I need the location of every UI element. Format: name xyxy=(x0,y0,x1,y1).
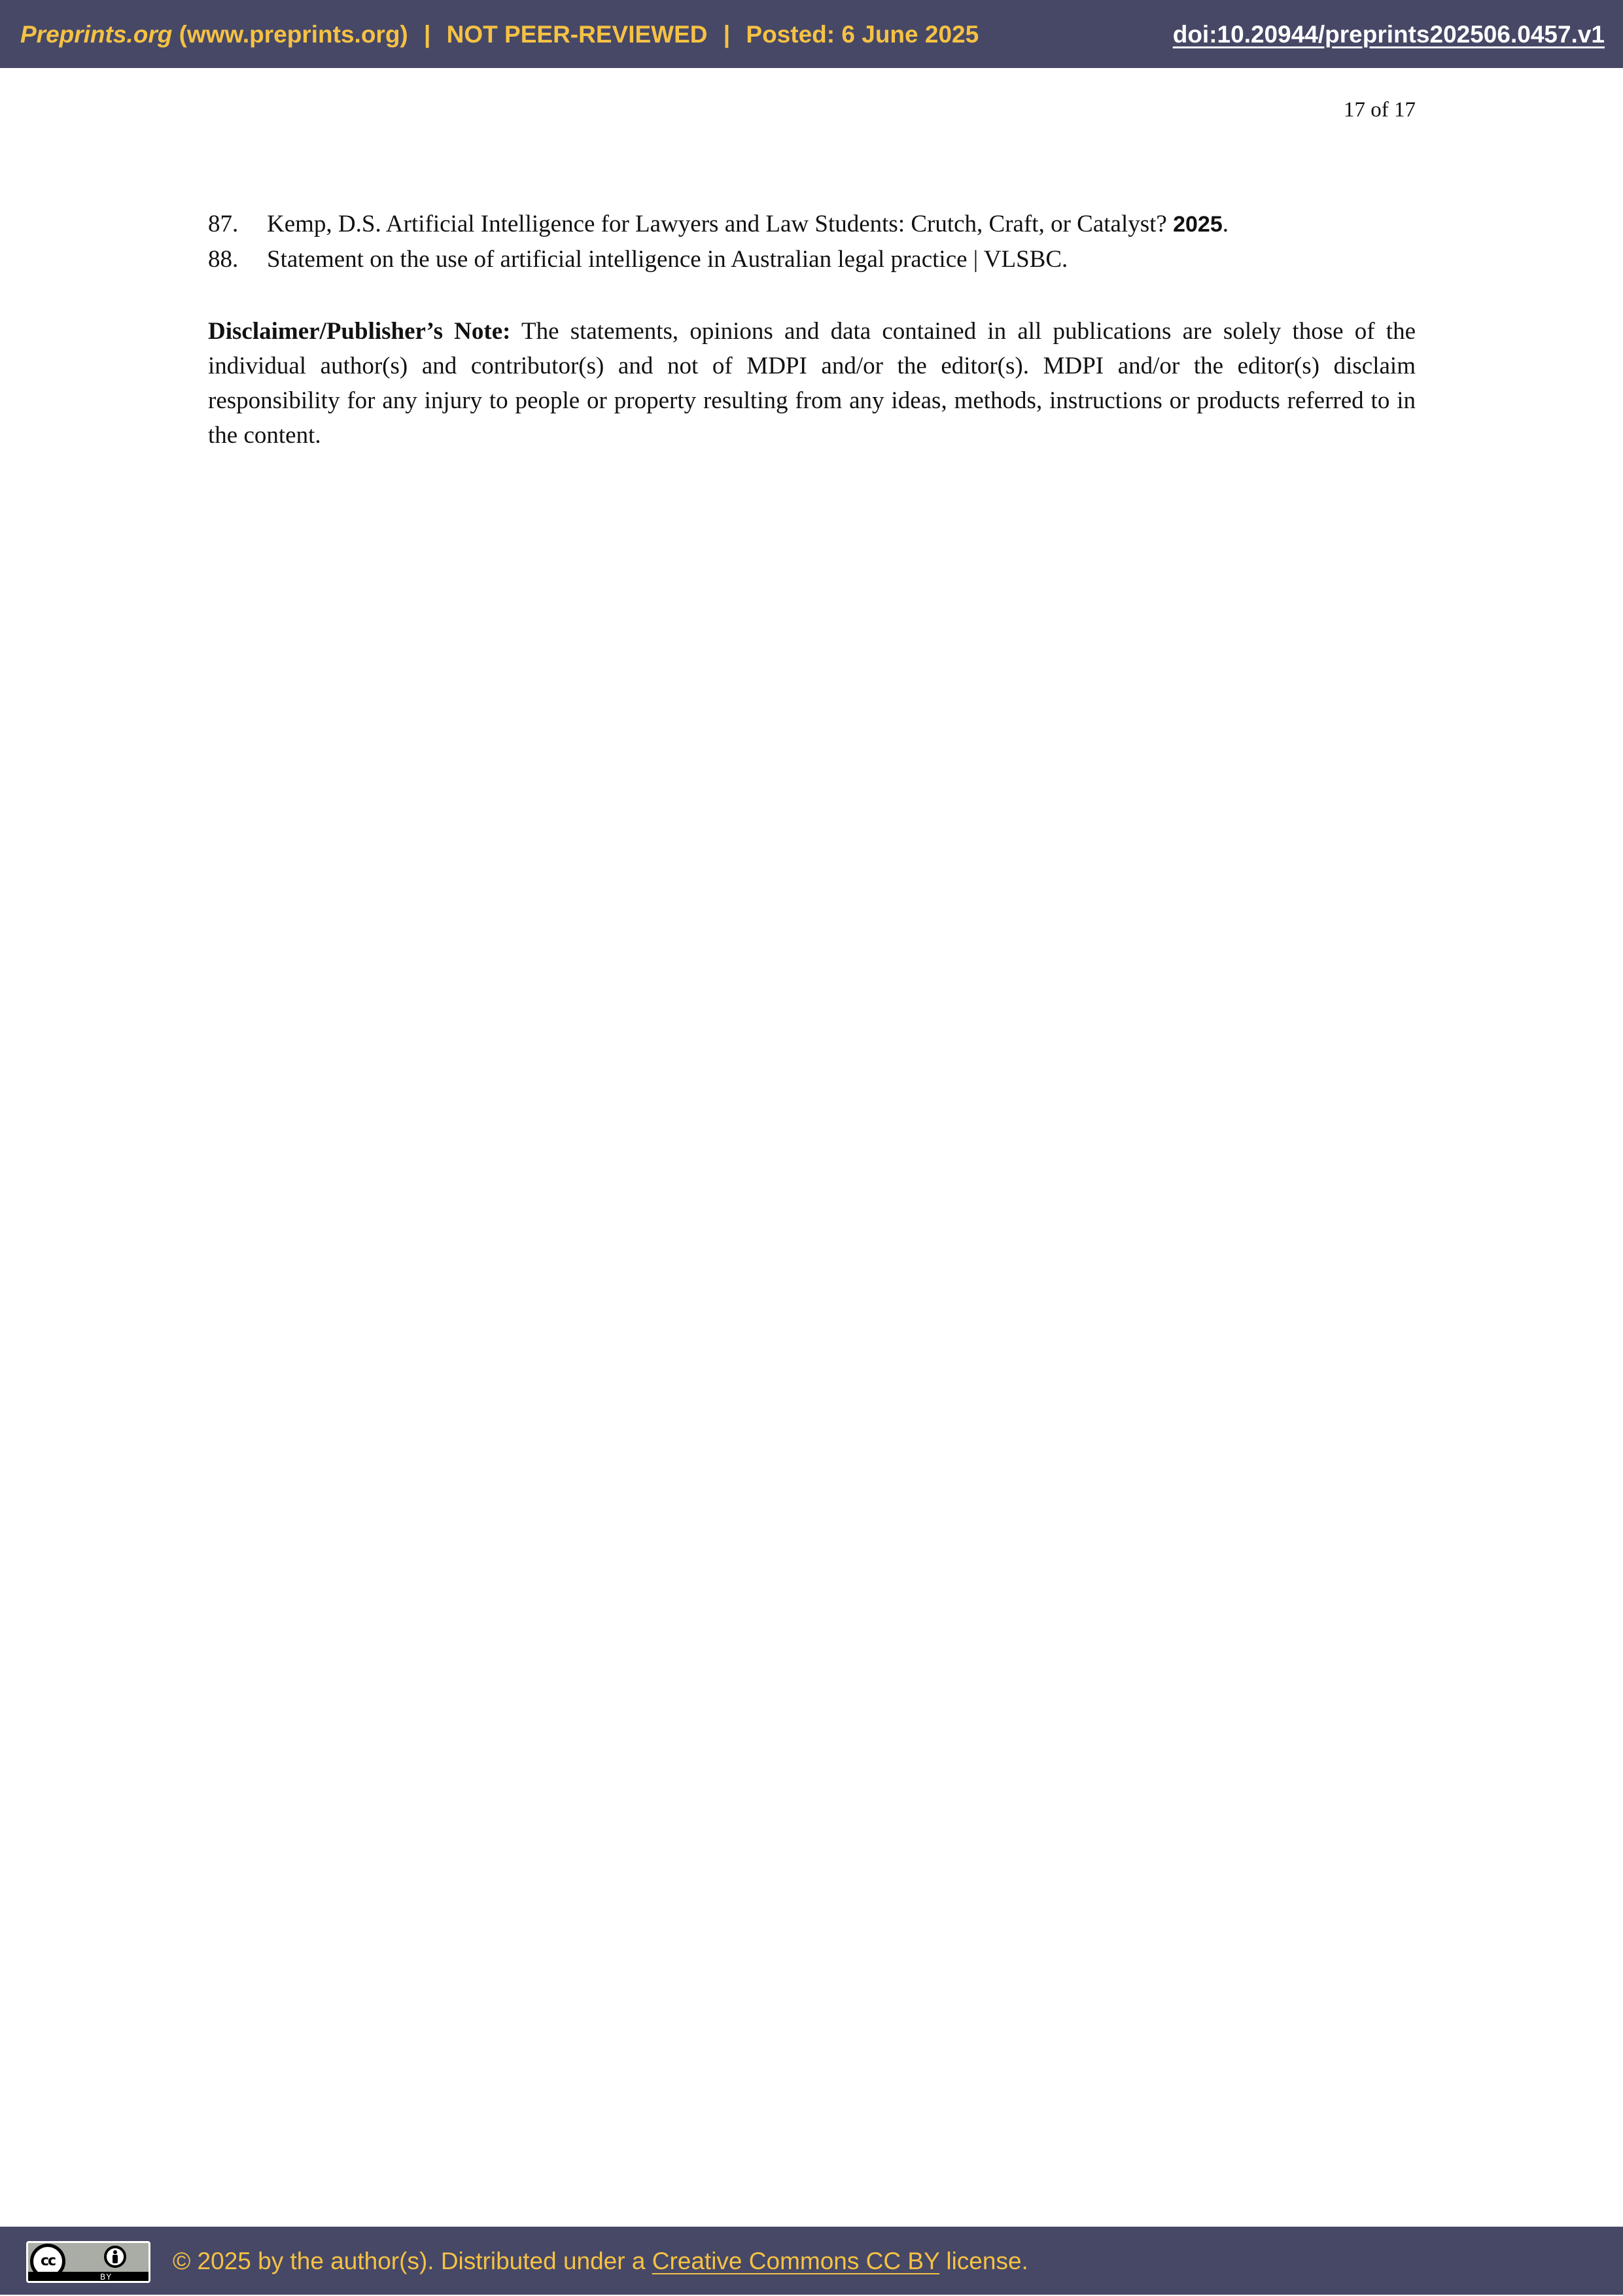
reference-number: 87. xyxy=(208,211,239,237)
license-footer-banner xyxy=(0,2227,1623,2295)
reference-text: Kemp, D.S. Artificial Intelligence for Lawyers and Law Students: Crutch, Craft, or Catalyst? xyxy=(267,211,1174,237)
reference-number: 88. xyxy=(208,246,239,273)
posted-date: Posted: 6 June 2025 xyxy=(746,21,979,48)
peer-review-status: NOT PEER-REVIEWED xyxy=(446,21,708,48)
license-suffix: license. xyxy=(939,2248,1028,2274)
badge-by-text: BY xyxy=(100,2272,113,2282)
separator: | xyxy=(723,21,731,48)
site-url[interactable]: (www.preprints.org) xyxy=(179,21,408,48)
cc-by-badge-icon[interactable] xyxy=(26,2241,150,2283)
disclaimer-label: Disclaimer/Publisher’s Note: xyxy=(208,318,511,345)
doi-link[interactable]: doi:10.20944/preprints202506.0457.v1 xyxy=(1172,21,1605,48)
cc-icon: cc xyxy=(30,2244,65,2279)
reference-text: Statement on the use of artificial intelligence in Australian legal practice | VLSBC. xyxy=(267,246,1068,273)
attribution-person-icon xyxy=(104,2246,126,2268)
preprint-header-banner xyxy=(0,0,1623,68)
reference-item xyxy=(208,242,1416,277)
license-statement xyxy=(173,2227,1028,2295)
reference-list xyxy=(208,207,1416,277)
reference-tail: . xyxy=(1222,211,1229,237)
header-info xyxy=(20,0,979,68)
disclaimer-text: The statements, opinions and data contained in all publications are solely those of the individual author(s) and contributor(s) and not of MDPI and/or the editor(s). MDPI and/or the editor(s) disclaim responsibility for any injury to people or property resulting from any ideas, methods, instructions or products referred to in the content. xyxy=(208,318,1416,449)
brand-name: Preprints.org xyxy=(20,21,173,48)
license-link[interactable]: Creative Commons CC BY xyxy=(652,2248,940,2274)
reference-year: 2025 xyxy=(1173,212,1223,237)
publisher-disclaimer xyxy=(208,314,1416,453)
copyright-text: © 2025 by the author(s). Distributed under a xyxy=(173,2248,652,2274)
reference-item xyxy=(208,207,1416,242)
separator: | xyxy=(424,21,431,48)
page-number: 17 of 17 xyxy=(1344,98,1416,122)
